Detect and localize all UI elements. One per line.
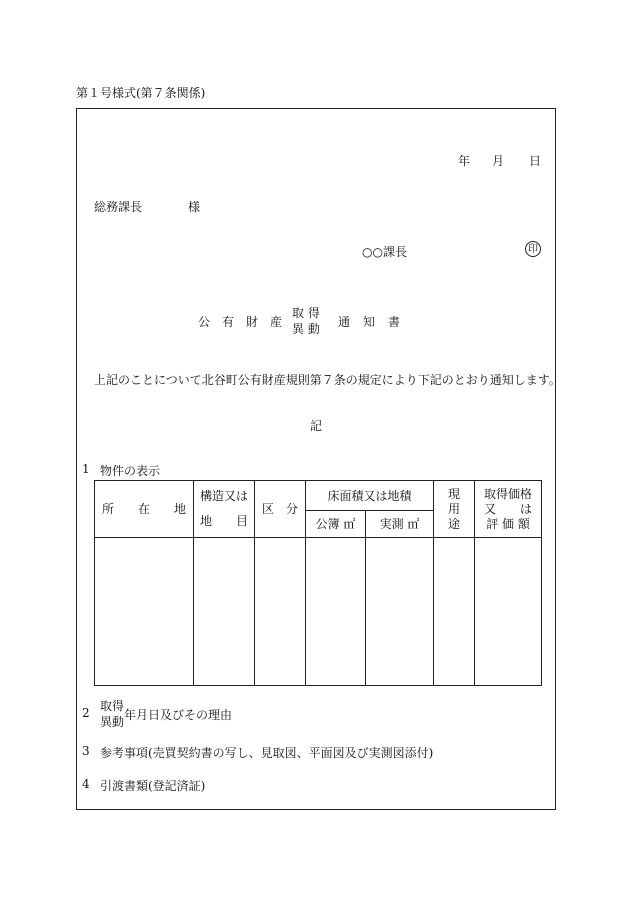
cell-category: [255, 538, 306, 686]
header-structure: [194, 481, 255, 538]
ki-label: 記: [310, 419, 323, 433]
header-structure-bottom: 地 目: [199, 514, 248, 528]
header-price-1: 取得価格: [484, 486, 533, 501]
header-use: [434, 481, 475, 538]
header-use-char: 途: [448, 516, 461, 531]
date-month: 月: [492, 154, 505, 168]
seal-mark: 印: [525, 241, 541, 257]
title-char: 書: [388, 315, 401, 329]
section4-text: 引渡書類(登記済証): [100, 779, 206, 793]
cell-use: [434, 538, 475, 686]
title-char: 公: [198, 315, 211, 329]
section2-number: 2: [82, 706, 90, 720]
property-table: [94, 480, 542, 686]
cell-area-actual: [366, 538, 434, 686]
body-text: 上記のことについて北谷町公有財産規則第７条の規定により下記のとおり通知します。: [94, 373, 561, 387]
title-acquire: 取 得: [292, 306, 320, 320]
date-year: 年: [458, 154, 471, 168]
cell-structure: [194, 538, 255, 686]
form-number-label: 第１号様式(第７条関係): [76, 86, 206, 100]
header-category: 区 分: [255, 481, 306, 538]
cell-price: [475, 538, 542, 686]
section1-number: 1: [82, 462, 90, 476]
section4-number: 4: [82, 777, 90, 791]
title-char: 通: [338, 315, 351, 329]
header-use-char: 用: [448, 501, 461, 516]
section2-transfer: 異動: [100, 715, 125, 729]
header-location: 所 在 地: [95, 481, 194, 538]
section3-text: 参考事項(売買契約書の写し、見取図、平面図及び実測図添付): [100, 746, 434, 760]
addressee-title: 総務課長: [94, 200, 143, 214]
header-area: 床面積又は地積: [306, 481, 434, 511]
header-price: [475, 481, 542, 538]
sender-name: ○○課長: [362, 245, 407, 259]
title-char: 知: [363, 315, 376, 329]
date-day: 日: [529, 154, 542, 168]
cell-area-public: [306, 538, 366, 686]
section1-heading: 物件の表示: [100, 464, 161, 478]
section2-acquire: 取得: [100, 699, 125, 713]
header-use-char: 現: [448, 486, 461, 501]
section3-number: 3: [82, 744, 90, 758]
document-frame: [76, 108, 556, 810]
header-structure-top: 構造又は: [199, 489, 248, 503]
title-char: 産: [270, 315, 283, 329]
addressee-honorific: 様: [188, 200, 201, 214]
header-price-3: 評 価 額: [486, 516, 530, 531]
header-area-actual: 実測 ㎡: [366, 511, 434, 538]
title-char: 有: [222, 315, 235, 329]
cell-location: [95, 538, 194, 686]
title-transfer: 異 動: [292, 322, 320, 336]
header-price-2: 又 は: [484, 501, 533, 516]
title-char: 財: [246, 315, 259, 329]
header-area-public: 公簿 ㎡: [306, 511, 366, 538]
section2-text: 年月日及びその理由: [124, 708, 233, 722]
